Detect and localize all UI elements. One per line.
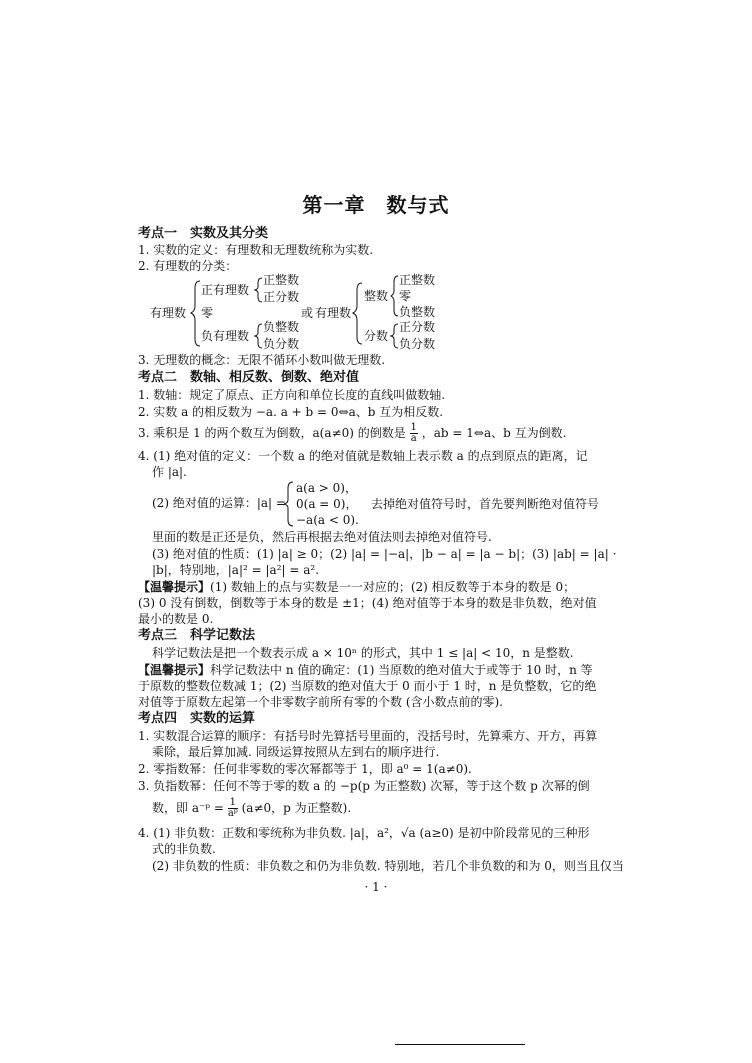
abs-lead: (2) 绝对值的运算：|a| = (152, 496, 286, 510)
abs-prop-2: |b|，特别地，|a|² = |a²| = a². (152, 563, 320, 577)
s2-line-3-a: 3. 乘积是 1 的两个数互为倒数，a(a≠0) 的倒数是 (138, 426, 406, 440)
page-number: · 1 · (364, 880, 388, 894)
brace-a-main (191, 281, 200, 346)
s3-line-1: 科学记数法是把一个数表示成 a × 10ⁿ 的形式，其中 1 ≤ |a| < 10，n 是整数. (152, 646, 574, 660)
section-1-heading: 考点一 实数及其分类 (138, 226, 269, 241)
brace-b-frac (391, 324, 398, 348)
tree-b-frac-pos: 正分数 (399, 320, 436, 334)
tree-a-negative: 负有理数 (201, 329, 250, 343)
abs-note: 去掉绝对值符号时，首先要判断绝对值符号 (371, 497, 600, 511)
brace-a-neg (255, 324, 262, 348)
s2-line-3 (138, 423, 566, 444)
abs-prop-1: (3) 绝对值的性质：(1) |a| ≥ 0；(2) |a| = |−a|，|b − a| = |a − b|；(3) |ab| = |a| · (152, 547, 617, 561)
tree-a-negative-frac: 负分数 (263, 337, 300, 351)
abs-cont: 里面的数是正还是负，然后再根据去绝对值法则去掉绝对值符号. (152, 530, 492, 544)
footer-rule (395, 1044, 525, 1045)
s3-tip-label: 【温馨提示】 (138, 663, 211, 677)
classification-braces (0, 0, 752, 360)
neg-exp-num: 1 (229, 797, 236, 808)
tree-a-positive-int: 正整数 (263, 273, 300, 287)
s2-line-2: 2. 实数 a 的相反数为 −a. a + b = 0⇔a、b 互为相反数. (138, 405, 444, 419)
s3-tip-line-3: 对值等于原数左起第一个非零数字前所有零的个数 (含小数点前的零). (138, 695, 503, 709)
s4-line-2: 2. 零指数幂：任何非零数的零次幂都等于 1，即 a⁰ = 1(a≠0). (138, 762, 472, 776)
tree-b-int-pos: 正整数 (399, 273, 436, 287)
s2-line-3-b: ，ab = 1⇔a、b 互为倒数. (421, 426, 567, 440)
abs-case-1: a(a > 0)， (296, 481, 357, 495)
s2-tip-line-1 (138, 580, 575, 595)
s2-tip-1: (1) 数轴上的点与实数是一一对应的；(2) 相反数等于本身的数是 0； (210, 580, 576, 594)
s4-line-3b-pre: 数，即 a⁻ᵖ = (152, 801, 224, 815)
s4-line-1a: 1. 实数混合运算的顺序：有括号时先算括号里面的，没括号时，先算乘方、开方，再算 (138, 729, 598, 743)
reciprocal-den: a (410, 433, 417, 444)
s2-line-4b: 作 |a|. (152, 465, 187, 479)
abs-case-2: 0(a = 0)， (296, 497, 358, 511)
s3-tip-1: 科学记数法中 n 值的确定：(1) 当原数的绝对值大于或等于 10 时，n 等 (210, 663, 593, 677)
tree-b-int: 整数 (364, 289, 389, 303)
s2-tip-label: 【温馨提示】 (138, 580, 211, 594)
s4-line-3b-post: (a≠0，p 为正整数). (241, 801, 352, 815)
chapter-title: 第一章 数与式 (302, 193, 450, 217)
s1-line-2: 2. 有理数的分类： (138, 259, 238, 273)
section-2-heading: 考点二 数轴、相反数、倒数、绝对值 (138, 370, 360, 385)
tree-a-positive-frac: 正分数 (263, 290, 300, 304)
brace-a-pos (255, 278, 262, 302)
s2-tip-line-3: 最小的数是 0. (138, 612, 214, 626)
tree-b-int-zero: 零 (399, 289, 412, 303)
s4-line-3a: 3. 负指数幂：任何不等于零的数 a 的 −p(p 为正整数) 次幂，等于这个数 p 次幂的倒 (138, 779, 590, 793)
tree-a-positive: 正有理数 (201, 283, 250, 297)
neg-exp-fraction (228, 798, 238, 819)
s4-line-4b: 式的非负数. (152, 842, 216, 856)
tree-b-int-neg: 负整数 (399, 305, 436, 319)
s4-line-3b (152, 798, 351, 819)
s2-line-4a: 4. (1) 绝对值的定义：一个数 a 的绝对值就是数轴上表示数 a 的点到原点的距离，记 (138, 449, 588, 463)
tree-a-root: 有理数 (150, 306, 187, 320)
s1-line-3: 3. 无理数的概念：无限不循环小数叫做无理数. (138, 353, 386, 367)
s2-tip-line-2: (3) 0 没有倒数，倒数等于本身的数是 ±1；(4) 绝对值等于本身的数是非负数，绝对值 (138, 596, 597, 610)
section-4-heading: 考点四 实数的运算 (138, 711, 256, 726)
brace-b-int (391, 276, 398, 316)
tree-b-frac: 分数 (364, 329, 389, 343)
tree-a-negative-int: 负整数 (263, 320, 300, 334)
s3-tip-line-2: 于原数的整数位数减 1；(2) 当原数的绝对值大于 0 而小于 1 时，n 是负整数，它的绝 (138, 679, 597, 693)
tree-a-zero: 零 (201, 306, 214, 320)
s3-tip-line-1 (138, 663, 593, 678)
tree-b-root: 有理数 (315, 306, 352, 320)
reciprocal-num: 1 (410, 422, 417, 433)
neg-exp-den: aᵖ (227, 808, 238, 819)
tree-b-frac-neg: 负分数 (399, 337, 436, 351)
or-text: 或 (301, 306, 314, 320)
reciprocal-fraction (410, 423, 418, 444)
case-brace (283, 481, 295, 527)
abs-case-3: −a(a < 0). (296, 513, 359, 527)
s4-line-1b: 乘除，最后算加减. 同级运算按照从左到右的顺序进行. (152, 745, 440, 759)
s2-line-1: 1. 数轴：规定了原点、正方向和单位长度的直线叫做数轴. (138, 388, 446, 402)
s1-line-1: 1. 实数的定义：有理数和无理数统称为实数. (138, 243, 374, 257)
section-3-heading: 考点三 科学记数法 (138, 628, 256, 643)
s4-line-4a: 4. (1) 非负数：正数和零统称为非负数. |a|，a²，√a (a≥0) 是初中阶段常见的三种形 (138, 826, 590, 840)
brace-b-main (353, 283, 362, 344)
s4-line-4c: (2) 非负数的性质：非负数之和仍为非负数. 特别地，若几个非负数的和为 0，则当且仅当 (152, 859, 624, 873)
